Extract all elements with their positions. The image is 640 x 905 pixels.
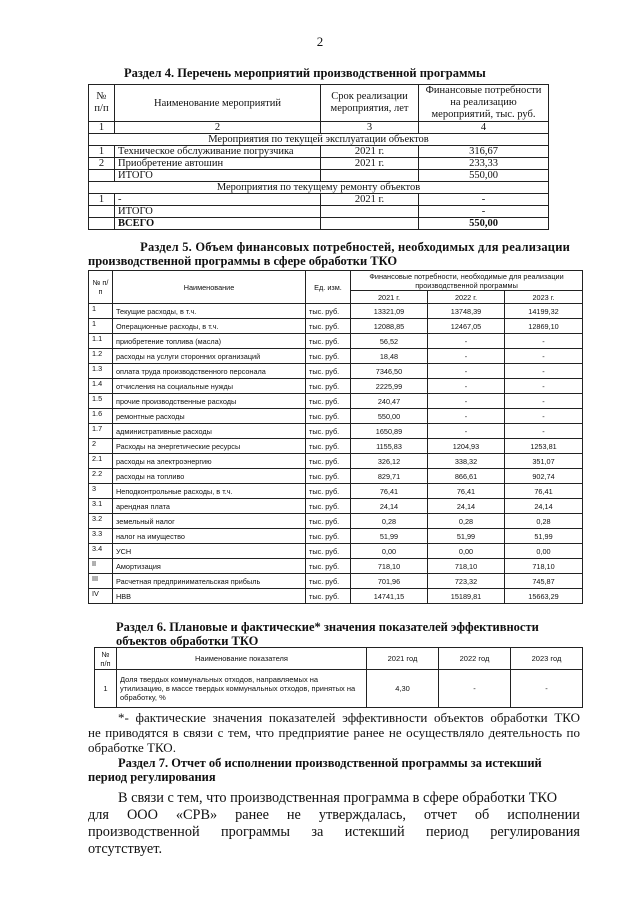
total-row	[89, 206, 549, 218]
row-value: -	[505, 409, 583, 424]
row-unit: тыс. руб.	[306, 334, 351, 349]
table-row	[89, 319, 583, 334]
row-num: 3.2	[89, 514, 113, 529]
table-row	[89, 409, 583, 424]
row-value: 0,00	[428, 544, 505, 559]
row-unit: тыс. руб.	[306, 394, 351, 409]
table-row	[89, 514, 583, 529]
header-num: № п/п	[89, 271, 113, 304]
row-value: 14741,15	[351, 589, 428, 604]
group-title: Мероприятия по текущему ремонту объектов	[89, 182, 549, 194]
paragraph-word: производственной	[88, 824, 200, 840]
table-row	[89, 589, 583, 604]
row-unit: тыс. руб.	[306, 409, 351, 424]
header-fin: Финансовые потребности на реализацию мероприятий, тыс. руб.	[419, 85, 549, 122]
row-value: -	[428, 379, 505, 394]
row-term: 2021 г.	[321, 146, 419, 158]
row-value: -	[428, 349, 505, 364]
row-name: расходы на топливо	[113, 469, 306, 484]
row-value: 56,52	[351, 334, 428, 349]
grand-total-value: 550,00	[419, 218, 549, 230]
row-name: Приобретение автошин	[115, 158, 321, 170]
row-num: 1.6	[89, 409, 113, 424]
header-name: Наименование мероприятий	[115, 85, 321, 122]
row-value: 0,28	[505, 514, 583, 529]
row-value: -	[419, 194, 549, 206]
row-value: 745,87	[505, 574, 583, 589]
row-num: 1.3	[89, 364, 113, 379]
row-value: 1253,81	[505, 439, 583, 454]
table-row	[89, 469, 583, 484]
row-name: НВВ	[113, 589, 306, 604]
section6-table	[94, 647, 583, 708]
year-header: 2021 г.	[351, 291, 428, 304]
row-num: 2.2	[89, 469, 113, 484]
row-unit: тыс. руб.	[306, 484, 351, 499]
row-num: 1	[95, 670, 117, 708]
row-num: IV	[89, 589, 113, 604]
row-unit: тыс. руб.	[306, 499, 351, 514]
row-name: налог на имущество	[113, 529, 306, 544]
row-value: 24,14	[351, 499, 428, 514]
row-value: 14199,32	[505, 304, 583, 319]
section6-title	[116, 620, 574, 648]
row-value: 326,12	[351, 454, 428, 469]
paragraph-word: отчет	[423, 807, 457, 823]
row-value: 76,41	[505, 484, 583, 499]
table-row	[89, 304, 583, 319]
row-value: 15663,29	[505, 589, 583, 604]
row-num: 1.4	[89, 379, 113, 394]
header-y1: 2021 год	[367, 648, 439, 670]
table-row	[89, 379, 583, 394]
row-num: 1	[89, 304, 113, 319]
row-value: -	[428, 394, 505, 409]
paragraph-word: ранее	[235, 807, 269, 823]
row-value: 866,61	[428, 469, 505, 484]
row-num: II	[89, 559, 113, 574]
row-unit: тыс. руб.	[306, 469, 351, 484]
header-term: Срок реализации мероприятия, лет	[321, 85, 419, 122]
row-value: 829,71	[351, 469, 428, 484]
row-value: 0,00	[505, 544, 583, 559]
row-value: 351,07	[505, 454, 583, 469]
row-value: 233,33	[419, 158, 549, 170]
row-unit: тыс. руб.	[306, 514, 351, 529]
row-num: 1.1	[89, 334, 113, 349]
row-value: 550,00	[351, 409, 428, 424]
row-value: -	[511, 670, 583, 708]
table-row	[89, 146, 549, 158]
paragraph-word: ООО	[126, 807, 158, 823]
row-value: 902,74	[505, 469, 583, 484]
row-value: 718,10	[505, 559, 583, 574]
header-y3: 2023 год	[511, 648, 583, 670]
row-value: 718,10	[428, 559, 505, 574]
section4-title: Раздел 4. Перечень мероприятий производственной программы	[124, 66, 486, 80]
table-row	[89, 194, 549, 206]
row-name: -	[115, 194, 321, 206]
row-name: Техническое обслуживание погрузчика	[115, 146, 321, 158]
table-row	[89, 334, 583, 349]
row-name: Доля твердых коммунальных отходов, направляемых на утилизацию, в массе твердых коммунальных отходов, принятых на обработку, %	[117, 670, 367, 708]
row-name: Амортизация	[113, 559, 306, 574]
row-value: 13748,39	[428, 304, 505, 319]
row-name: приобретение топлива (масла)	[113, 334, 306, 349]
row-value: -	[428, 364, 505, 379]
row-num: 1.7	[89, 424, 113, 439]
row-value: 51,99	[428, 529, 505, 544]
row-value: 316,67	[419, 146, 549, 158]
row-value: 723,32	[428, 574, 505, 589]
row-value: 51,99	[351, 529, 428, 544]
paragraph-word: утверждалась,	[318, 807, 406, 823]
paragraph-word: об	[474, 807, 490, 823]
paragraph-word: исполнении	[507, 807, 580, 823]
row-unit: тыс. руб.	[306, 424, 351, 439]
paragraph-word: программы	[221, 824, 291, 840]
header-fin: Финансовые потребности, необходимые для реализации производственной программы	[351, 271, 583, 291]
row-value: 2225,99	[351, 379, 428, 394]
row-value: 12088,85	[351, 319, 428, 334]
total-label: ИТОГО	[115, 170, 321, 182]
row-value: 76,41	[428, 484, 505, 499]
year-header: 2023 г.	[505, 291, 583, 304]
row-num: 3.3	[89, 529, 113, 544]
row-num: 1	[89, 146, 115, 158]
row-num: 2	[89, 439, 113, 454]
row-value: 15189,81	[428, 589, 505, 604]
table-row	[89, 158, 549, 170]
table-row	[89, 454, 583, 469]
row-unit: тыс. руб.	[306, 559, 351, 574]
page-number: 2	[316, 34, 324, 49]
header-name: Наименование показателя	[117, 648, 367, 670]
table-row	[89, 364, 583, 379]
row-value: 76,41	[351, 484, 428, 499]
row-name: расходы на электроэнергию	[113, 454, 306, 469]
row-value: -	[505, 379, 583, 394]
footnote-line: не приводятся в связи с тем, что предприятие ранее не осуществляло деятельность по	[88, 725, 580, 740]
row-num: 3.1	[89, 499, 113, 514]
row-num: 3.4	[89, 544, 113, 559]
row-unit: тыс. руб.	[306, 304, 351, 319]
row-value: 4,30	[367, 670, 439, 708]
row-value: 12869,10	[505, 319, 583, 334]
section6-title-line2: объектов обработки ТКО	[116, 634, 259, 648]
row-unit: тыс. руб.	[306, 574, 351, 589]
section5-title	[88, 240, 570, 268]
table-row	[89, 394, 583, 409]
row-value: 0,00	[351, 544, 428, 559]
row-num: 1	[89, 194, 115, 206]
table-row	[89, 424, 583, 439]
row-value: 51,99	[505, 529, 583, 544]
row-unit: тыс. руб.	[306, 364, 351, 379]
row-term: 2021 г.	[321, 194, 419, 206]
group-title: Мероприятия по текущей эксплуатации объектов	[89, 134, 549, 146]
section5-title-line2: производственной программы в сфере обработки ТКО	[88, 254, 398, 268]
paragraph-line	[88, 824, 580, 841]
paragraph-word: за	[311, 824, 324, 840]
row-num: 1.2	[89, 349, 113, 364]
header-num: № п/п	[89, 85, 115, 122]
row-value: 0,28	[351, 514, 428, 529]
row-name: Расходы на энергетические ресурсы	[113, 439, 306, 454]
row-name: отчисления на социальные нужды	[113, 379, 306, 394]
paragraph-word: не	[286, 807, 301, 823]
table-row	[89, 529, 583, 544]
row-term: 2021 г.	[321, 158, 419, 170]
table-row	[89, 499, 583, 514]
row-value: 240,47	[351, 394, 428, 409]
row-value: -	[505, 394, 583, 409]
row-value: -	[439, 670, 511, 708]
row-value: 24,14	[428, 499, 505, 514]
row-value: 701,96	[351, 574, 428, 589]
table-row	[95, 670, 583, 708]
year-header: 2022 г.	[428, 291, 505, 304]
table-row	[89, 349, 583, 364]
paragraph-line: отсутствует.	[88, 841, 163, 857]
row-value: 13321,09	[351, 304, 428, 319]
row-value: -	[505, 364, 583, 379]
row-name: Расчетная предпринимательская прибыль	[113, 574, 306, 589]
row-value: 718,10	[351, 559, 428, 574]
header-name: Наименование	[113, 271, 306, 304]
paragraph-word: для	[88, 807, 109, 823]
row-num: 2.1	[89, 454, 113, 469]
row-value: 338,32	[428, 454, 505, 469]
row-name: прочие производственные расходы	[113, 394, 306, 409]
header-num: № п/п	[95, 648, 117, 670]
row-name: Текущие расходы, в т.ч.	[113, 304, 306, 319]
section5-table	[88, 270, 583, 604]
row-name: земельный налог	[113, 514, 306, 529]
row-value: 7346,50	[351, 364, 428, 379]
row-num: III	[89, 574, 113, 589]
grand-total-label: ВСЕГО	[115, 218, 321, 230]
section7-title-line1: Раздел 7. Отчет об исполнении производственной программы за истекший	[118, 756, 542, 770]
col-number: 4	[419, 122, 549, 134]
paragraph-word: истекший	[344, 824, 405, 840]
grand-total-row	[89, 218, 549, 230]
row-name: расходы на услуги сторонних организаций	[113, 349, 306, 364]
total-value: -	[419, 206, 549, 218]
row-name: арендная плата	[113, 499, 306, 514]
row-name: оплата труда производственного персонала	[113, 364, 306, 379]
row-name: Неподконтрольные расходы, в т.ч.	[113, 484, 306, 499]
row-unit: тыс. руб.	[306, 439, 351, 454]
table-row	[89, 559, 583, 574]
paragraph-line	[88, 807, 580, 824]
row-value: -	[505, 334, 583, 349]
section5-title-line1: Раздел 5. Объем финансовых потребностей, необходимых для реализации	[140, 240, 570, 254]
row-value: -	[505, 424, 583, 439]
row-unit: тыс. руб.	[306, 379, 351, 394]
row-value: -	[428, 334, 505, 349]
row-value: -	[505, 349, 583, 364]
table-row	[89, 544, 583, 559]
section7-title-line2: период регулирования	[88, 770, 216, 784]
header-y2: 2022 год	[439, 648, 511, 670]
row-unit: тыс. руб.	[306, 544, 351, 559]
row-num: 1	[89, 319, 113, 334]
col-number: 3	[321, 122, 419, 134]
footnote-line: обработке ТКО.	[88, 740, 176, 755]
row-name: Операционные расходы, в т.ч.	[113, 319, 306, 334]
table-row	[89, 484, 583, 499]
row-value: 12467,05	[428, 319, 505, 334]
row-name: УСН	[113, 544, 306, 559]
row-value: 18,48	[351, 349, 428, 364]
row-unit: тыс. руб.	[306, 319, 351, 334]
section4-table	[88, 84, 549, 230]
row-num: 3	[89, 484, 113, 499]
col-number: 2	[115, 122, 321, 134]
table-row	[89, 439, 583, 454]
row-value: 0,28	[428, 514, 505, 529]
row-unit: тыс. руб.	[306, 349, 351, 364]
row-name: ремонтные расходы	[113, 409, 306, 424]
paragraph-word: период	[426, 824, 469, 840]
row-value: 1155,83	[351, 439, 428, 454]
row-unit: тыс. руб.	[306, 589, 351, 604]
footnote-line: *- фактические значения показателей эффективности объектов обработки ТКО	[118, 710, 580, 725]
section6-footnote	[88, 710, 580, 755]
table-row	[89, 574, 583, 589]
row-name: административные расходы	[113, 424, 306, 439]
row-value: -	[428, 424, 505, 439]
paragraph-line: В связи с тем, что производственная программа в сфере обработки ТКО	[118, 790, 558, 806]
paragraph-word: «СРВ»	[175, 807, 218, 823]
row-value: -	[428, 409, 505, 424]
row-value: 1650,89	[351, 424, 428, 439]
total-row	[89, 170, 549, 182]
total-value: 550,00	[419, 170, 549, 182]
section7-title	[88, 756, 580, 784]
header-unit: Ед. изм.	[306, 271, 351, 304]
row-num: 2	[89, 158, 115, 170]
section6-title-line1: Раздел 6. Плановые и фактические* значения показателей эффективности	[116, 620, 539, 634]
total-label: ИТОГО	[115, 206, 321, 218]
row-unit: тыс. руб.	[306, 529, 351, 544]
row-value: 1204,93	[428, 439, 505, 454]
col-number: 1	[89, 122, 115, 134]
row-value: 24,14	[505, 499, 583, 514]
row-unit: тыс. руб.	[306, 454, 351, 469]
section7-paragraph	[88, 790, 580, 858]
row-num: 1.5	[89, 394, 113, 409]
paragraph-word: регулирования	[490, 824, 580, 840]
